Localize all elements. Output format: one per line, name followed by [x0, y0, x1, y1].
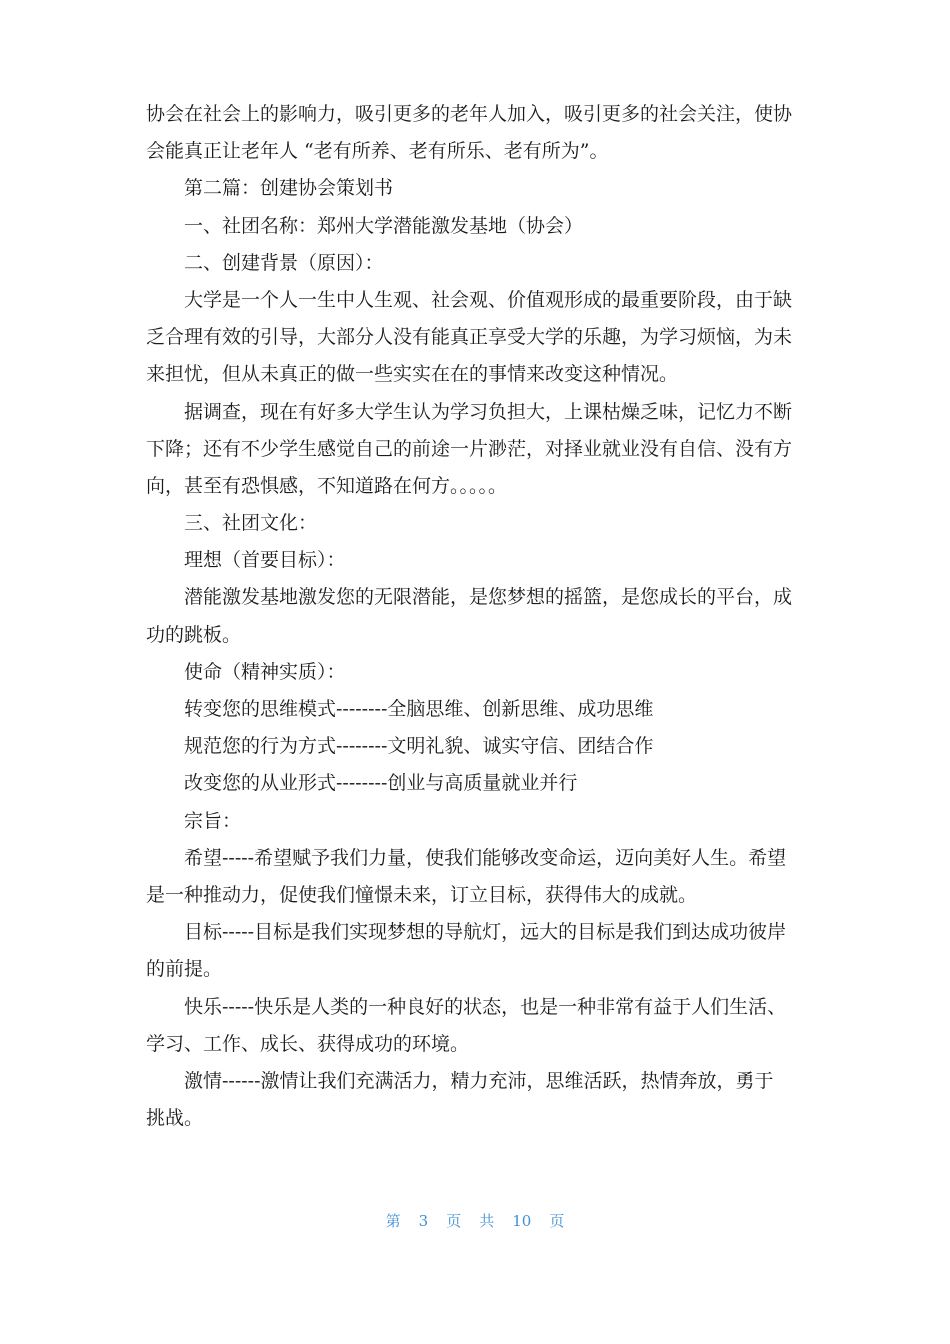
footer-label-page-unit: 页	[446, 1212, 462, 1230]
text-line: 是一种推动力，促使我们憧憬未来，订立目标，获得伟大的成就。	[146, 883, 698, 906]
text-line: 目标-----目标是我们实现梦想的导航灯，远大的目标是我们到达成功彼岸	[184, 921, 787, 944]
text-line: 向，甚至有恐惧感，不知道路在何方。。。。。	[146, 474, 508, 497]
text-line: 学习、工作、成长、获得成功的环境。	[146, 1032, 470, 1055]
text-line: 功的跳板。	[146, 623, 242, 646]
text-line: 改变您的从业形式--------创业与高质量就业并行	[184, 772, 578, 795]
text-line: 规范您的行为方式--------文明礼貌、诚实守信、团结合作	[184, 735, 654, 758]
text-line: 希望-----希望赋予我们力量，使我们能够改变命运，迈向美好人生。希望	[184, 846, 787, 869]
text-line: 转变您的思维模式--------全脑思维、创新思维、成功思维	[184, 698, 654, 720]
text-line: 的前提。	[146, 958, 223, 981]
text-line: 理想（首要目标）：	[184, 549, 346, 572]
footer-label-total: 共	[479, 1212, 495, 1230]
text-line: 第二篇：创建协会策划书	[184, 177, 394, 200]
text-line: 据调查，现在有好多大学生认为学习负担大，上课枯燥乏味，记忆力不断	[184, 400, 793, 423]
page-footer	[0, 1210, 950, 1231]
text-line: 潜能激发基地激发您的无限潜能，是您梦想的摇篮，是您成长的平台，成	[184, 586, 793, 609]
text-line: 挑战。	[146, 1107, 204, 1130]
text-line: 会能真正让老年人 “老有所养、老有所乐、老有所为”。	[146, 140, 609, 163]
document-body	[146, 96, 806, 1137]
text-line: 二、创建背景（原因）：	[184, 251, 384, 274]
text-line: 大学是一个人一生中人生观、社会观、价值观形成的最重要阶段，由于缺	[184, 288, 793, 311]
text-line: 使命（精神实质）：	[184, 660, 346, 683]
text-line: 宗旨：	[184, 809, 242, 832]
text-line: 下降；还有不少学生感觉自己的前途一片渺茫，对择业就业没有自信、没有方	[146, 437, 793, 460]
text-line: 三、社团文化：	[184, 512, 318, 535]
footer-page-number: 3	[418, 1212, 429, 1230]
text-line: 协会在社会上的影响力，吸引更多的老年人加入，吸引更多的社会关注，使协	[146, 103, 793, 125]
text-line: 一、社团名称：郑州大学潜能激发基地（协会）	[184, 214, 584, 237]
footer-label-page: 第	[385, 1212, 401, 1230]
footer-total-pages: 10	[512, 1212, 532, 1230]
footer-label-page-unit-2: 页	[549, 1212, 565, 1230]
text-line: 快乐-----快乐是人类的一种良好的状态，也是一种非常有益于人们生活、	[184, 995, 787, 1018]
text-line: 来担忧，但从未真正的做一些实实在在的事情来改变这种情况。	[146, 363, 679, 386]
text-line: 激情------激情让我们充满活力，精力充沛，思维活跃，热情奔放，勇于	[184, 1069, 774, 1092]
text-line: 乏合理有效的引导，大部分人没有能真正享受大学的乐趣，为学习烦恼，为未	[146, 326, 793, 349]
